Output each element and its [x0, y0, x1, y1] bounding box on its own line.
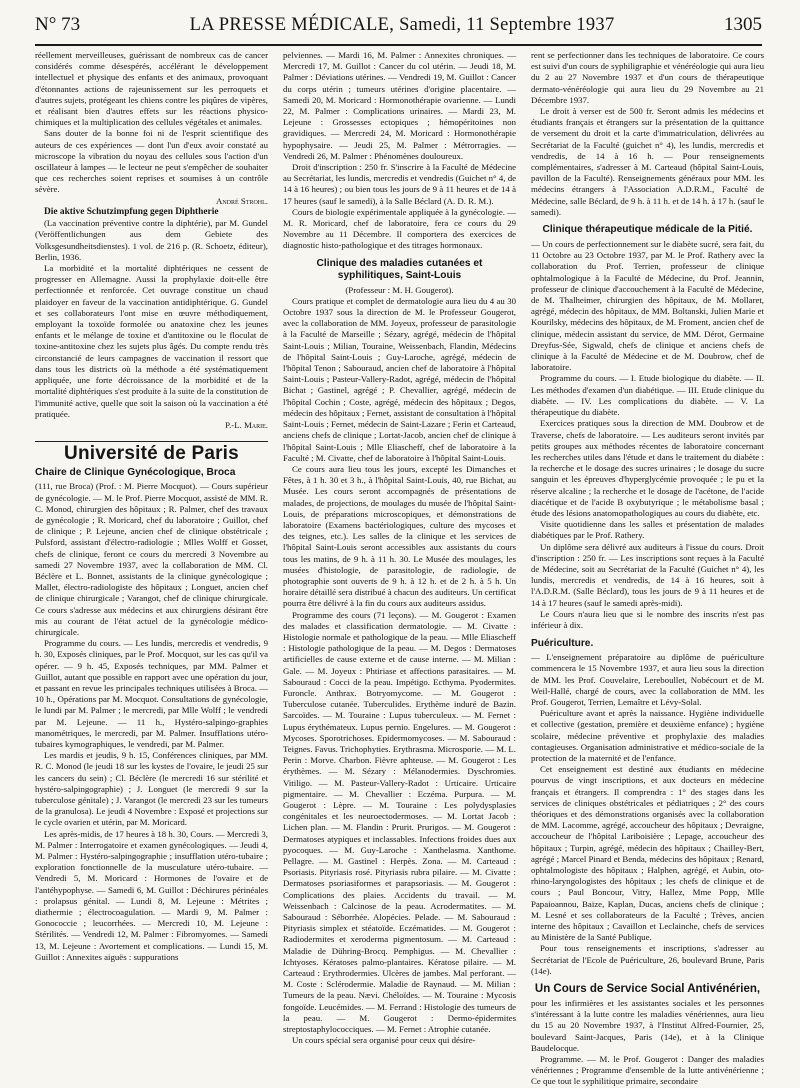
paragraph: Puériculture avant et après la naissance. Hygiène individuelle et collective (gestation, première et deuxième enfance) ; hygiène scolaire, médecine préventive et prophylaxie des maladies contagieuses. Organisation administrative et médico-sociale de la protection de la maternité et de l'enfance.	[531, 708, 764, 763]
paragraph: Les mardis et jeudis, 9 h. 15, Conférences cliniques, par MM. R. C. Monod (le jeudi 18 sur les kystes de l'ovaire, le jeudi 25 sur les cancers du sein) ; Cl. Béclère (le mercredi 16 sur stérilité et hystéro-salpingographie) ; J. Longuet (le mercredi 9 sur la tuberculose génitale) ; J. Varangot (le mercredi 23 sur les tumeurs de la granulosa). Le jeudi 4 Novembre : Exposé et projections sur le cycle ovarien et utérin, par M. Moricard.	[35, 750, 268, 828]
paragraph: réellement merveilleuses, guérissant de nombreux cas de cancer considérés comme désespérés, accélérant le développement intellectuel et physique des enfants et des animaux, provoquant d'étonnantes actions de rajeunissement sur les perroquets et d'autres sujets, protégeant les chiens contre les piqûres de vipères, et réalisant bien d'autres effets sur les réactions physico-chimiques et la multiplication des cellules végétales et animales.	[35, 50, 268, 128]
paragraph: Programme du cours. — I. Etude biologique du diabète. — II. Les méthodes d'examen d'un diabétique. — III. Etude clinique du diabète. — IV. Les complications du diabète. — V. La thérapeutique du diabète.	[531, 373, 764, 418]
header-rule	[35, 44, 762, 46]
paragraph: Visite quotidienne dans les salles et présentation de malades diabétiques par le Prof. Rathery.	[531, 519, 764, 541]
paragraph: Droit d'inscription : 250 fr. S'inscrire à la Faculté de Médecine au Secrétariat, les lundis, mercredis et vendredis (Guichet n° 4, de 14 à 16 heures) ; ou bien tous les jours de 9 à 11 heures et de 14 à 17 heures (sauf le samedi), à la Salle Béclard (A. D. R. M.).	[283, 162, 516, 206]
paragraph: pour les infirmières et les assistantes sociales et les personnes s'intéressant à la lutte contre les maladies vénériennes, aura lieu du 15 au 20 Novembre 1937, à l'Institut Alfred-Fournier, 25, boulevard Saint-Jacques, Paris (14e), et à la Clinique Baudelocque.	[531, 998, 764, 1053]
paragraph: Cet enseignement est destiné aux étudiants en médecine pourvus de vingt inscriptions, et aux docteurs en médecine français et étrangers. Il comprendra : 1° des stages dans les services de cliniques obstétricales et pédiatriques ; 2° des cours théoriques et des démonstrations organisés avec la collaboration de MM. Lacomme, agrégé, accoucheur des hôpitaux ; Devraigne, accoucheur de l'hôpital Lariboisière ; Lepage, accoucheur des hôpitaux ; Turpin, agrégé, médecin des hôpitaux ; Chailley-Bert, agrégé ; Marcel Pinard et Benda, médecins des hôpitaux ; Renard, ophtalmologiste des hôpitaux ; Halphen, agrégé, et Aubin, oto-rhino-laryngologistes des hôpitaux ; les chefs de clinique et de cours ; Paul Boncour, Vitry, Hallez, Mme Popp, Mlle Papaioannou, Baize, Kaplan, Ducas, anciens chefs de clinique ; M. Lesné et ses collaborateurs de la Faculté ; Trèves, ancien interne des hôpitaux ; Cavaillon et Leclainche, chefs de services au Ministère de la Santé Publique.	[531, 764, 764, 943]
clinic-professor: (Professeur : M. H. Gougerot).	[345, 284, 454, 295]
page-header	[35, 14, 762, 40]
paragraph: Ce cours aura lieu tous les jours, excepté les Dimanches et Fêtes, à 1 h. 30 et 3 h., à l'hôpital Saint-Louis, 40, rue Bichat, au Musée. Les cours seront accompagnés de présentations de malades, de projections, de moulages du musée de l'hôpital Saint-Louis, de préparations microscopiques, et démonstrations de laboratoire (Examens bactériologiques, culture des mycoses et des teignes, etc.). Les salles de la clinique et les services de l'hôpital Saint-Louis seront accessibles aux assistants du cours tous les matins, de 9 h. à 11 h. 30. Le Musée des moulages, les musées d'histologie, de parasitologie, de radiologie, de photographie sont ouverts de 9 h. à 12 h. et de 2 h. à 5 h. Un horaire détaillé sera distribué à chacun des auditeurs. Un certificat pourra être délivré à la fin du cours aux auditeurs assidus.	[283, 463, 516, 609]
author-signature: P.-L. Marie.	[225, 419, 268, 430]
journal-title: LA PRESSE MÉDICALE, Samedi, 11 Septembre 1937	[189, 15, 615, 35]
paragraph: Programme des cours (71 leçons). — M. Gougerot : Examen des malades et classification dermatologie. — M. Civatte : Histologie normale et pathologique de la peau. — Mlle Eliascheff : Histologie pathologique de la peau. — M. Degos : Dermatoses artificielles de cause externe et de cause interne. — M. Milian : Gale. — M. Joyeux : Phtiriase et affections parasitaires. — M. Sabouraud : Cocci de la peau. Impétigo. Ecthyma. Pyodermites. Furoncle. Anthrax. Botryomycome. — M. Gougerot : Tuberculose cutanée. Tuberculides. Erythème induré de Bazin. Sarcoïdes. — M. Touraine : Lupus tuberculeux. — M. Fernet : Lupus érythémateux. Lupus pernio. Engelures. — M. Gougerot : Mycoses. Sporotrichoses. Epidermomycoses. — M. Sabouraud : Teignes. Favus. Trichophyties. Erythrasma. Microsporie. — M. L. Perin : Morve. Charbon. Fièvre aphteuse. — M. Gougerot : Les érythèmes. — M. Sézary : Mélanodermies. Dyschromies. Vitiligo. — M. Pasteur-Vallery-Radot : Urticaire. Urticaire pigmentaire. — M. Chevallier : Eczéma. Purpura. — M. Gougerot : Lèpre. — M. Touraine : Les polydysplasies congénitales et les neuroectodermoses. — M. Lortat Jacob : Lichen plan. — M. Flandin : Prurit. Prurigos. — M. Gougerot : Dermatoses atypiques et inclassables. Infections froides dues aux pyocoques. — M. Guy-Laroche : Xanthelasma. Xanthome. Pellagre. — M. Gastinel : Herpès. Zona. — M. Carteaud : Psoriasis. Pityriasis rosé. Pityriasis rubra pilaire. — M. Civatte : Dermatoses psoriasiformes et parapsoriasis. — M. Gougerot : Complications des plaies. Accidents du travail. — M. Weissenbach : Calcinose de la peau. Acrodermatites. — M. Sabouraud : Séborrhée. Alopécies. Pelade. — M. Sabouraud : Pityriasis simplex et stéatoïde. Eczématides. — M. Gougerot : Radiodermites et xeroderma pigmentosum. — M. Carteaud : Maladie de Dühring-Brocq. Pemphigus. — M. Chevallier : Ichtyoses. Kératoses palmo-plantaires. Kératose pilaire. — M. Carteaud : Erythrodermies. Ulcères de jambes. Mal perforant. — M. Coste : Sclérodermie. Maladie de Raynaud. — M. Milian : Tumeurs de la peau. Nævi. Chéloïdes. — M. Touraine : Mycosis fongoïde. Leucémides. — M. Ferrand : Histologie des tumeurs de la peau. — M. Gougerot : Dermo-épidermites streptostaphylococciques. — M. Fernet : Atrophie cutanée.	[283, 609, 516, 1035]
paragraph: Un cours spécial sera organisé pour ceux qui désire-	[292, 1035, 476, 1046]
paragraph: (111, rue Broca) (Prof. : M. Pierre Mocquot). — Cours supérieur de gynécologie. — M. le Prof. Pierre Mocquot, assisté de MM. R. C. Monod, chirurgien des hôpitaux ; R. Palmer, chef des travaux de gynécologie ; R. Moricard, chef du laboratoire ; Guillot, chef de clinique ; P. Lejeune, ancien chef de clinique obstétricale ; Pulsford, assistant d'électro-radiologie ; Mlles Wolff et Gosset, chefs de clinique, feront ce cours du mercredi 3 Novembre au samedi 27 Novembre 1937, avec la collaboration de MM. Cl. Béclère et L. Bonnet, assistants de la clinique gynécologique ; Mallet, électro-radiologiste des hôpitaux ; Longuet, ancien chef de clinique chirurgicale ; Varangot, chef de clinique chirurgicale. Ce cours s'adresse aux médecins et aux chirurgiens désirant être mis au courant de l'état actuel de la gynécologie médico-chirurgicale.	[35, 481, 268, 637]
clinic-title: Clinique thérapeutique médicale de la Pitié.	[542, 224, 753, 236]
clinic-title: Clinique des maladies cutanées et syphilitiques, Saint-Louis	[316, 257, 483, 281]
paragraph: Cours pratique et complet de dermatologie aura lieu du 4 au 30 Octobre 1937 sous la direction de M. le Professeur Gougerot, avec la collaboration de MM. Joyeux, professeur de parasitologie à la Faculté de Marseille ; Sézary, agrégé, médecin de l'hôpital Saint-Louis ; Milian, Touraine, Weissenbach, Flandin, Médecins de l'hôpital Saint-Louis ; Guy-Laroche, agrégé, médecin de l'hôpital Tenon ; Sabouraud, ancien chef de laboratoire à l'hôpital Saint-Louis ; Pasteur-Vallery-Radot, agrégé, médecin de l'hôpital Bichat ; Gastinel, agrégé ; P. Chevallier, agrégé, médecin de l'hôpital Cochin ; Coste, agrégé, médecin des hôpitaux ; Degos, médecin des hôpitaux ; Fernet, assistant de consultation à l'hôpital Saint-Louis ; Fernet, médecin de Saint-Lazare ; Ferin et Carteaud, anciens chefs de clinique ; Lortat-Jacob, ancien chef de clinique à l'hôpital Saint-Louis ; Mlle Eliascheff, chef de laboratoire à la Faculté ; M. Civatte, chef de laboratoire à l'hôpital Saint-Louis.	[283, 295, 516, 463]
paragraph: Sans douter de la bonne foi ni de l'esprit scientifique des auteurs de ces expériences — dont l'un d'eux avoir constaté au microscope la vibration du noyau des cellules sous l'action d'un oscillateur à lampes — le lecteur ne peut s'empêcher de souhaiter que ces recherches soient reprises et soumises à un contrôle sévère.	[35, 128, 268, 195]
paragraph: rent se perfectionner dans les techniques de laboratoire. Ce cours est suivi d'un cours de syphiligraphie et vénéréologie qui aura lieu du 2 au 27 Novembre 1937 et d'un cours de thérapeutique dermato-vénéréologie qui aura lieu du 29 Novembre au 21 Décembre 1937.	[531, 50, 764, 105]
issue-number: N° 73	[35, 14, 81, 35]
column-2	[283, 50, 516, 1068]
author-signature: André Strohl.	[216, 195, 268, 206]
paragraph: pelviennes. — Mardi 16, M. Palmer : Annexites chroniques. — Mercredi 17, M. Guillot : Cancer du col utérin. — Jeudi 18, M. Palmer : Déviations utérines. — Vendredi 19, M. Guillot : Cancer du corps utérin ; tumeurs utérines d'origine placentaire. — Samedi 20, M. Moricard : Hormonothérapie ovarienne. — Lundi 22, M. Palmer : Complications urinaires. — Mardi 23, M. Lejeune : Grossesses ectopiques ; hémopéritoines non gravidiques. — Mercredi 24, M. Moricard : Hormonothérapie hypophysaire. — Jeudi 25, M. Palmer : Métrorragies. — Vendredi 26, M. Palmer : Phénomènes douloureux.	[283, 50, 516, 161]
paragraph: Le Cours n'aura lieu que si le nombre des inscrits n'est pas inférieur à dix.	[531, 608, 764, 630]
paragraph: Les après-midis, de 17 heures à 18 h. 30, Cours. — Mercredi 3, M. Palmer : Interrogatoire et examen gynécologiques. — Jeudi 4, M. Palmer : Hystéro-salpingographie ; insufflation utéro-tubaire ; exploration fonctionnelle de la musculature utéro-tubaire. — Vendredi 5, M. Moricard : Hormones de l'ovaire et de l'antéhypophyse. — Samedi 6, M. Guillot : Déchirures périnéales : prolapsus génital. — Lundi 8, M. Lejeune : Métrites ; diathermie ; électrocoagulation. — Mardi 9, M. Palmer : Gonococcie ; leucorrhées. — Mercredi 10, M. Lejeune : Stérilités. — Vendredi 12, M. Palmer : Fibromyomes. — Samedi 13, M. Lejeune : Avortement et complications. — Lundi 15, M. Guillot : Annexites aiguës : suppurations	[35, 828, 268, 962]
book-review-title: Die aktive Schutzimpfung gegen Diphtherie	[44, 206, 219, 217]
page-number: 1305	[723, 14, 762, 35]
paragraph: — Un cours de perfectionnement sur le diabète sucré, sera fait, du 11 Octobre au 23 Octobre 1937, par M. le Prof. Rathery avec la collaboration du Prof. Terrien, professeur de clinique ophtalmologique à la Faculté de Médecine, du Prof. Jeannin, professeur de clinique d'accouchement à la Faculté de Médecine, de M. Thalheimer, chirurgien des hôpitaux, de M. Mollaret, agrégé, médecin des hôpitaux, de MM. Boltanski, Julien Marie et Kourilsky, médecins des hôpitaux, de M. Froment, ancien chef de clinique, médecin assistant du service, de MM. Dérot, Germaine Dreyfus-Sée, Sigwald, chefs de clinique et anciens chefs de clinique à la Faculté de Médecine et de M. Doubrow, chef de laboratoire.	[531, 239, 764, 373]
column-1	[35, 50, 268, 1068]
book-review-reference: (La vaccination préventive contre la diphtérie), par M. Gundel (Veröffentlichungen aus dem Gebiete des Volksgesundheitsdienstes). 1 vol. de 216 p. (R. Schoetz, éditeur), Berlin, 1936.	[35, 218, 268, 262]
service-course-title: Un Cours de Service Social Antivénérien,	[534, 983, 761, 996]
paragraph: Programme du cours. — Les lundis, mercredis et vendredis, 9 h. 30, Exposés cliniques, par le Prof. Mocquot, sur les cas qu'il va opérer. — 9 h. 45, Exposés techniques, par MM. Palmer et Guillot, autant que possible en rapport avec une opération du jour, et passant en revue les principales techniques utilisées à Broca. — 10 h., Opérations par M. Mocquot. Consultations de gynécologie, le lundi par M. Palmer ; le mercredi, par Mlle Wolff ; le vendredi par M. Lejeune. — 11 h., Hystéro-salpingo-graphies manométriques, le mercredi, par M. Palmer. Insufflations utéro-tubaires kymographiques, le vendredi, par M. Palmer.	[35, 638, 268, 749]
puericulture-title: Puériculture.	[531, 638, 594, 650]
paragraph: Pour tous renseignements et inscriptions, s'adresser au Secrétariat de l'Ecole de Puériculture, 26, boulevard Brune, Paris (14e).	[531, 943, 764, 976]
paragraph: Exercices pratiques sous la direction de MM. Doubrow et de Traverse, chefs de laboratoire. — Les auditeurs seront invités par petits groupes aux méthodes récentes de laboratoire concernant les recherches utiles dans l'étude et dans le traitement du diabète : la recherche et le dosage des sucres urinaires ; le dosage du sucre sanguin et les épreuves d'hyperglycémie provoquée ; le pu et la réserve alcaline ; la recherche et le dosage de l'acétone, de l'acide diacétique et de l'acide B oxybutyrique ; le métabolisme basal ; étude des lésions anatomopathologiques au cours du diabète, etc.	[531, 418, 764, 518]
paragraph: Cours de biologie expérimentale appliquée à la gynécologie. — M. R. Moricard, chef de laboratoire, fera ce cours du 29 Novembre au 11 Décembre. Il comportera des exercices de diagnostic histo-pathologique et des titrages hormonaux.	[283, 206, 517, 251]
paragraph: La morbidité et la mortalité diphtériques ne cessent de progresser en Allemagne. Aussi la prophylaxie doit-elle être perfectionnée et renforcée. Cet ouvrage constitue un chaud plaidoyer en faveur de la vaccination antidiphtérique. G. Gundel et ses collaborateurs l'ont mise en œuvre méthodiquement, employant la toxoïde formolée ou anatoxine chez les jeunes enfants et le mélange de toxine et d'antitoxine ou le floculat de toxine-antitoxine chez les sujets plus âgés. Du compte rendu très circonstancié de leurs campagnes de vaccination il ressort que dans tous les districts où la méthode a été systématiquement appliquée, une forte décroissance de la morbidité et de la mortalité diphtériques s'est produite à la suite de la constitution de l'immunité active, quelle que soit la saison où la vaccination a été pratiquée.	[35, 263, 268, 419]
paragraph: Un diplôme sera délivré aux auditeurs à l'issue du cours. Droit d'inscription : 250 fr. — Les inscriptions sont reçues à la Faculté de Médecine, soit au Secrétariat de la Faculté (Guichet n° 4), les lundis, mercredis et vendredis, de 14 à 16 heures, soit à l'A.D.R.M. (Salle Béclard), tous les jours de 9 à 11 heures et de 14 à 17 heures (sauf le samedi après-midi).	[531, 541, 764, 608]
paragraph: — L'enseignement préparatoire au diplôme de puériculture commencera le 15 Novembre 1937, et aura lieu sous la direction de MM. les Prof. Couvelaire, Lereboullet, Nobécourt et de M. Weil-Hallé, chargé de cours, avec la collaboration de MM. les Prof. Gougerot, Terrien, Lemaître et Lévy-Solal.	[531, 652, 764, 707]
chair-title: Chaire de Clinique Gynécologique, Broca	[35, 467, 236, 479]
section-divider	[35, 441, 268, 442]
paragraph: Le droit à verser est de 500 fr. Seront admis les médecins et étudiants français et étrangers sur la présentation de la quittance de versement du droit et la carte d'immatriculation, délivrées au Secrétariat de la Faculté (guichet n° 4), les lundis, mercredis et vendredis, de 14 à 16 h. — Pour renseignements complémentaires, s'adresser à M. Carteaud (hôpital Saint-Louis, pavillon de la Faculté). Renseignements généraux pour MM. les médecins étrangers à l'Association A.D.R.M., Faculté de Médecine, salle Béclard, de 9 h. à 11 h. et de 14 h. à 17 h. (sauf le samedi).	[531, 106, 764, 217]
section-title: Université de Paris	[64, 443, 239, 465]
paragraph: Programme. — M. le Prof. Gougerot : Danger des maladies vénériennes ; Programme d'ensemble de la lutte antivénérienne ; Ce que tout le syphilitique primaire, secondaire	[531, 1054, 764, 1087]
column-3	[531, 50, 764, 1087]
